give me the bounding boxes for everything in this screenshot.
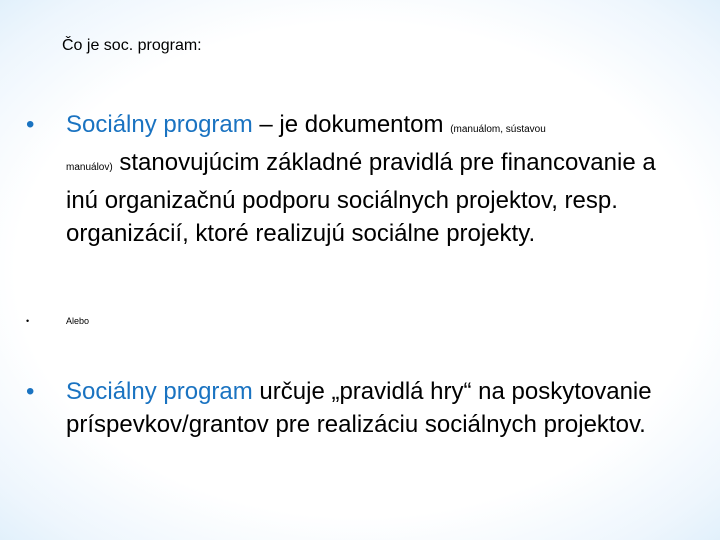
rules-text: určuje „pravidlá hry“ na poskytovanie príspevkov/grantov pre realizáciu sociálnych projektov. — [66, 378, 652, 438]
bullet-item-rules — [26, 375, 690, 441]
bullet-text-or: Alebo — [66, 316, 90, 326]
highlight-term: Sociálny program — [66, 378, 253, 405]
bullet-marker: • — [26, 316, 30, 326]
slide-title: Čo je soc. program: — [62, 37, 202, 54]
note-manuals: manuálov) — [66, 162, 113, 173]
definition-text-a: – je dokumentom — [252, 111, 451, 138]
bullet-item-or — [26, 315, 690, 327]
bullet-marker: • — [26, 378, 35, 405]
bullet-text — [66, 108, 690, 250]
bullet-item-definition — [26, 108, 690, 250]
definition-text-b: stanovujúcim základné pravidlá pre financovanie a inú organizačnú podporu sociálnych projektov, resp. organizácií, ktoré realizujú sociálne projekty. — [66, 149, 656, 247]
bullet-marker: • — [26, 111, 35, 138]
bullet-text — [66, 375, 690, 441]
highlight-term: Sociálny program — [66, 111, 253, 138]
note-manual: (manuálom, sústavou — [450, 124, 546, 135]
